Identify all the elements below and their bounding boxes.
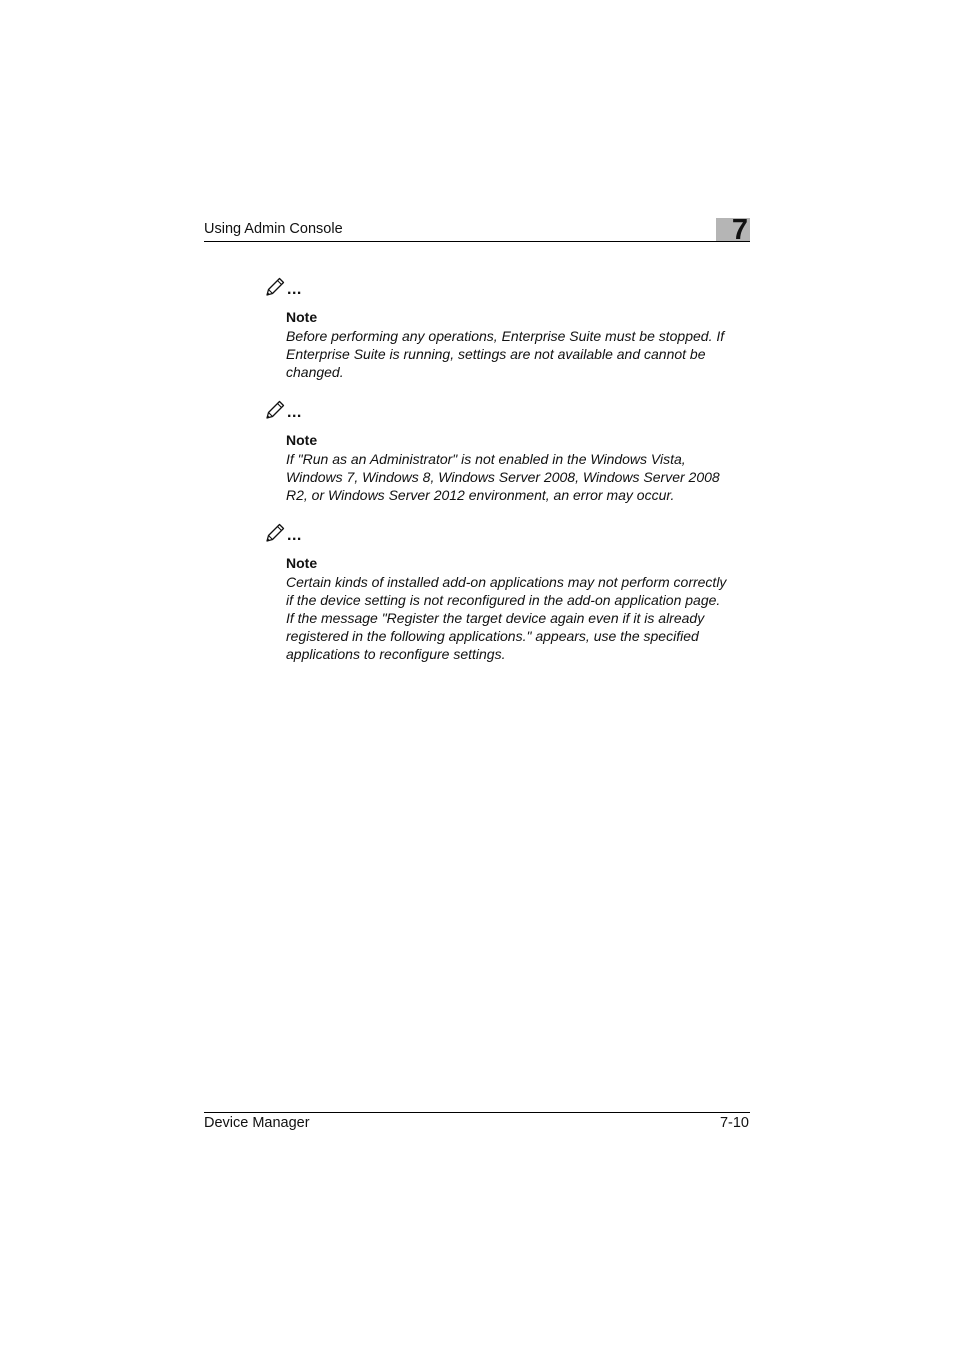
note-heading: Note (286, 555, 318, 571)
note-text (286, 573, 754, 663)
note-dots: ... (287, 281, 302, 298)
note-line: registered in the following applications." appears, use the specified (286, 628, 699, 644)
note-dots: ... (287, 404, 302, 421)
note-line: Before performing any operations, Enterprise Suite must be stopped. If (286, 328, 725, 344)
header-divider (204, 241, 750, 242)
pencil-icon (264, 399, 286, 421)
note-icon-row (264, 399, 754, 429)
pencil-icon (264, 276, 286, 298)
note-line: If the message "Register the target device again even if it is already (286, 610, 705, 626)
running-header-title: Using Admin Console (204, 221, 343, 237)
note-line: If "Run as an Administrator" is not enabled in the Windows Vista, (286, 451, 686, 467)
pencil-icon (264, 522, 286, 544)
note-heading: Note (286, 432, 318, 448)
note-icon-row (264, 276, 754, 306)
note-line: Certain kinds of installed add-on applications may not perform correctly (286, 574, 727, 590)
note-block-2 (264, 399, 754, 504)
note-line: Windows 7, Windows 8, Windows Server 2008, Windows Server 2008 (286, 469, 720, 485)
note-block-3 (264, 522, 754, 663)
note-block-1 (264, 276, 754, 381)
chapter-number: 7 (731, 214, 748, 246)
note-line: Enterprise Suite is running, settings are not available and cannot be (286, 346, 706, 362)
note-dots: ... (287, 527, 302, 544)
note-line: applications to reconfigure settings. (286, 646, 506, 662)
note-line: R2, or Windows Server 2012 environment, an error may occur. (286, 487, 675, 503)
note-line: if the device setting is not reconfigured in the add-on application page. (286, 592, 721, 608)
note-text (286, 450, 754, 504)
footer-page-number: 7-10 (719, 1115, 749, 1131)
footer-product-name: Device Manager (204, 1115, 310, 1131)
note-icon-row (264, 522, 754, 552)
note-line: changed. (286, 364, 344, 380)
note-heading: Note (286, 309, 318, 325)
note-text (286, 327, 754, 381)
chapter-badge (716, 214, 750, 246)
footer-divider (204, 1112, 750, 1113)
